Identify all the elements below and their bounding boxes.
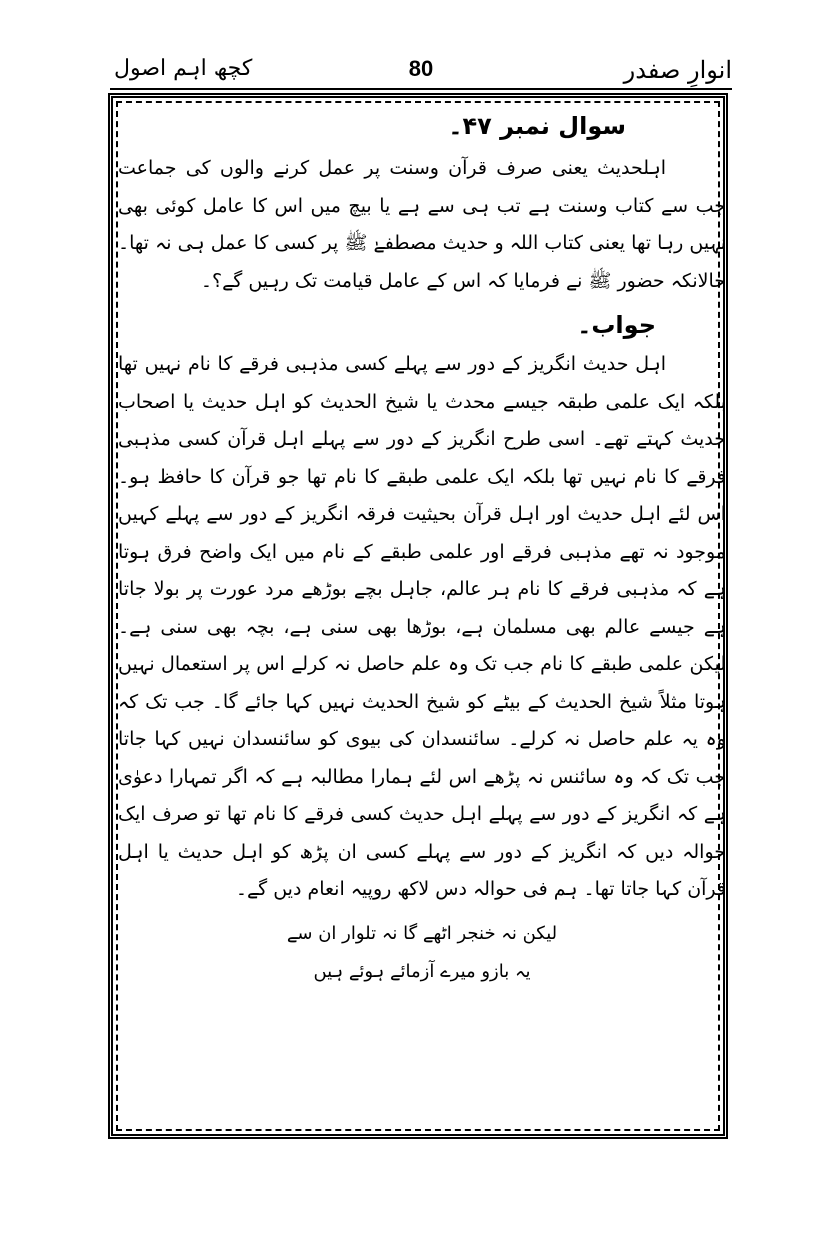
chapter-title: کچھ اہم اصول [114,56,253,81]
page-header [110,56,732,92]
question-text: اہلحدیث یعنی صرف قرآن وسنت پر عمل کرنے والوں کی جماعت جب سے کتاب وسنت ہے تب ہی سے ہے یا بیچ میں اس کا عامل کوئی بھی نہیں رہا تھا یعنی کتاب اللہ و حدیث مصطفےٰ ﷺ پر کسی کا عمل ہی نہ تھا۔ حالانکہ حضور ﷺ نے فرمایا کہ اس کے عامل قیامت تک رہیں گے؟۔ [118,157,726,292]
page-body [118,108,726,991]
answer-text: اہل حدیث انگریز کے دور سے پہلے کسی مذہبی فرقے کا نام نہیں تھا بلکہ ایک علمی طبقہ جیسے محدث یا شیخ الحدیث کو اہل حدیث یا اصحاب حدیث کہتے تھے۔ اسی طرح انگریز کے دور سے پہلے اہل قرآن کسی مذہبی فرقے کا نام نہیں تھا بلکہ ایک علمی طبقے کا نام تھا جو قرآن کا حافظ ہو۔ اس لئے اہل حدیث اور اہل قرآن بحیثیت فرقہ انگریز کے دور سے پہلے کہیں موجود نہ تھے مذہبی فرقے اور علمی طبقے کے نام میں ایک واضح فرق ہوتا ہے کہ مذہبی فرقے کا نام ہر عالم، جاہل بچے بوڑھے مرد عورت پر بولا جاتا ہے جیسے عالم بھی مسلمان ہے، بوڑھا بھی سنی ہے، بچہ بھی سنی ہے۔ لیکن علمی طبقے کا نام جب تک وہ علم حاصل نہ کرلے اس پر استعمال نہیں ہوتا مثلاً شیخ الحدیث کے بیٹے کو شیخ الحدیث نہیں کہا جائے گا۔ جب تک کہ وہ یہ علم حاصل نہ کرلے۔ سائنسدان کی بیوی کو سائنسدان نہیں کہا جاتا جب تک کہ وہ سائنس نہ پڑھے اس لئے ہمارا مطالبہ ہے کہ اگر تمہارا دعوٰی ہے کہ انگریز کے دور سے پہلے اہل حدیث کسی فرقے کا نام تھا تو صرف ایک حوالہ دیں کہ انگریز کے دور سے پہلے کسی ان پڑھ کو اہل حدیث یا اہل قرآن کہا جاتا تھا۔ ہم فی حوالہ دس لاکھ روپیہ انعام دیں گے۔ [118,353,726,900]
couplet-line-1: لیکن نہ خنجر اٹھے گا نہ تلوار ان سے [286,922,558,944]
answer-heading: جواب۔ [577,311,656,339]
couplet-line-2: یہ بازو میرے آزمائے ہوئے ہیں [313,960,531,982]
closing-couplet [118,915,726,991]
question-heading: سوال نمبر ۴۷۔ [448,112,626,140]
header-rule [110,88,732,90]
page-number: 80 [408,56,434,81]
book-title: انوارِ صفدر [623,56,732,84]
